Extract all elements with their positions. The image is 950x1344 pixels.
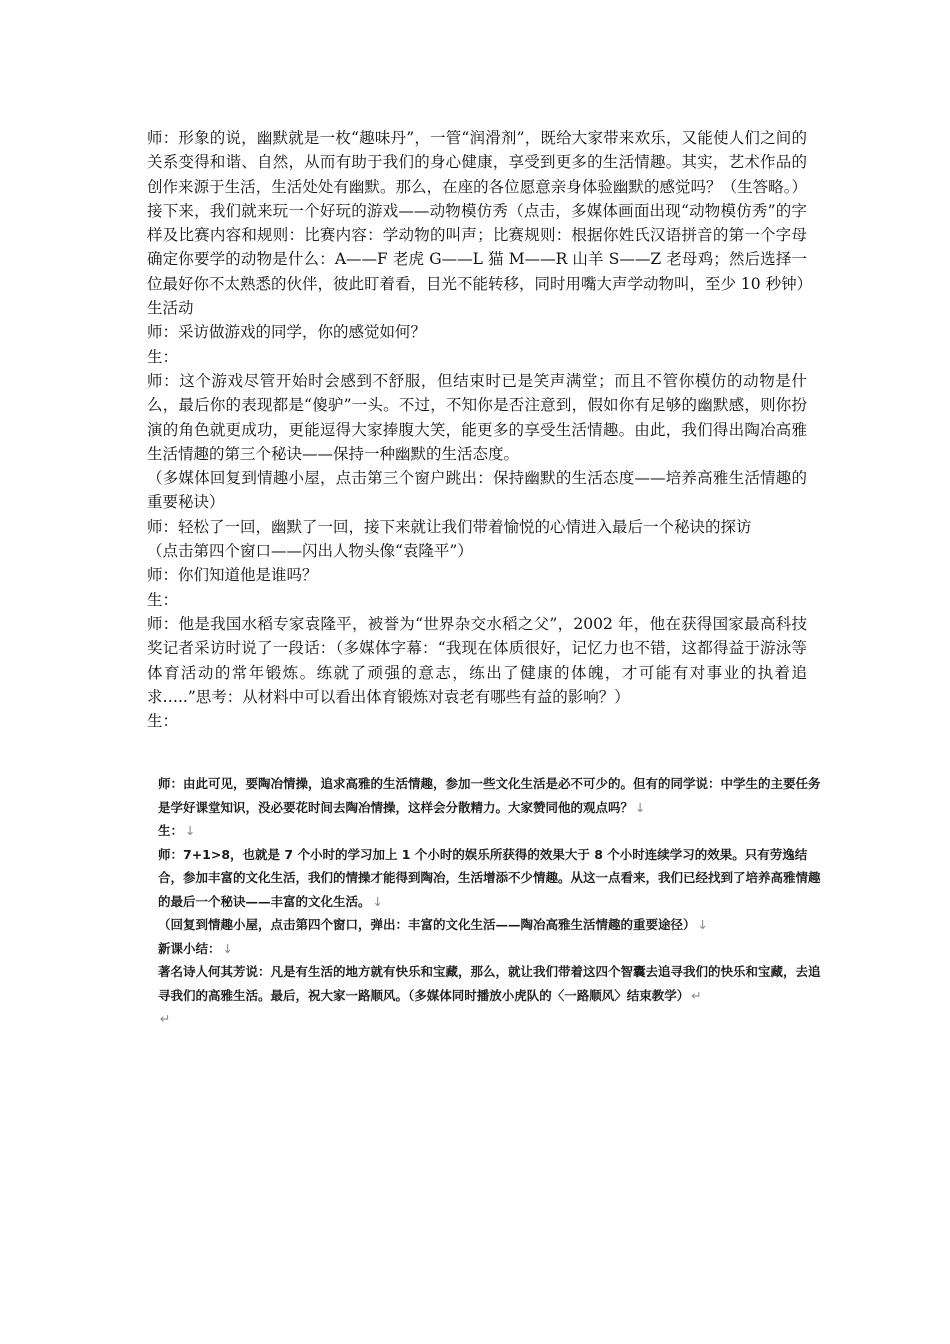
paragraph (158, 1007, 826, 1031)
paragraph: （点击第四个窗口——闪出人物头像“袁隆平”） (147, 542, 473, 561)
line-break-mark: ↓ (635, 799, 646, 815)
paragraph: 师：7+1>8，也就是 7 个小时的学习加上 1 个小时的娱乐所获得的效果大于 8 个小时连续学习的效果。只有劳逸结合，参加丰富的文化生活，我们的情操才能得到陶冶，生活增添不少情趣。从这一点看来，我们已经找到了培养高雅情趣的最后一个秘诀——丰富的文化生活。 ↓ (158, 846, 821, 909)
paragraph: （多媒体回复到情趣小屋，点击第三个窗户跳出：保持幽默的生活态度——培养高雅生活情趣的重要秘诀） (147, 469, 807, 512)
line-break-mark: ↓ (372, 893, 383, 909)
paragraph: 新课小结： ↓ (158, 940, 233, 956)
paragraph: 师：这个游戏尽管开始时会感到不舒服，但结束时已是笑声满堂；而且不管你模仿的动物是什么，最后你的表现都是“傻驴”一头。不过，不知你是否注意到，假如你有足够的幽默感，则你扮演的角色就更成功，更能逗得大家捧腹大笑，能更多的享受生活情趣。由此，我们得出陶冶高雅生活情趣的第三个秘诀——保持一种幽默的生活态度。 (147, 371, 807, 463)
paragraph: 师：由此可见，要陶冶情操，追求高雅的生活情趣，参加一些文化生活是必不可少的。但有的同学说：中学生的主要任务是学好课堂知识，没必要花时间去陶冶情操，这样会分散精力。大家赞同他的观点吗？ ↓ (158, 776, 821, 815)
paragraph: （回复到情趣小屋，点击第四个窗口，弹出：丰富的文化生活——陶冶高雅生活情趣的重要途径） ↓ (158, 917, 708, 932)
paragraph: 生： (147, 347, 179, 366)
line-break-mark: ↓ (697, 917, 708, 932)
paragraph: 著名诗人何其芳说：凡是有生活的地方就有快乐和宝藏，那么，就让我们带着这四个智囊去追寻我们的快乐和宝藏，去追寻我们的高雅生活。最后，祝大家一路顺风。（多媒体同时播放小虎队的〈一路顺风〉结束教学） ↵ (158, 964, 821, 1003)
paragraph: 师：轻松了一回，幽默了一回，接下来就让我们带着愉悦的心情进入最后一个秘诀的探访 (147, 517, 752, 536)
paragraph: 师：形象的说，幽默就是一枚“趣味丹”，一管“润滑剂”，既给大家带来欢乐，又能使人们之间的关系变得和谐、自然，从而有助于我们的身心健康，享受到更多的生活情趣。其实，艺术作品的创作来源于生活，生活处处有幽默。那么，在座的各位愿意亲身体验幽默的感觉吗？（生答略。）接下来，我们就来玩一个好玩的游戏——动物模仿秀（点击，多媒体画面出现“动物模仿秀”的字样及比赛内容和规则：比赛内容：学动物的叫声；比赛规则：根据你姓氏汉语拼音的第一个字母确定你要学的动物是什么：A——F 老虎 G——L 猫 M——R 山羊 S——Z 老母鸡；然后选择一位最好你不太熟悉的伙伴，彼此盯着看，目光不能转移，同时用嘴大声学动物叫，至少 10 秒钟） (147, 129, 813, 293)
paragraph: 生： ↓ (158, 823, 196, 838)
paragraph-mark: ↵ (691, 987, 702, 1003)
line-break-mark: ↓ (222, 940, 233, 956)
paragraph: 师：采访做游戏的同学，你的感觉如何？ (147, 323, 427, 342)
paragraph: 师：你们知道他是谁吗？ (147, 566, 318, 585)
paragraph: 师：他是我国水稻专家袁隆平，被誉为“世界杂交水稻之父”，2002 年，他在获得国家最高科技奖记者采访时说了一段话：（多媒体字幕：“我现在体质很好，记忆力也不错，这都得益于游泳等体育活动的常年锻炼。练就了顽强的意志，练出了健康的体魄，才可能有对事业的执着追求…..”思考：从材料中可以看出体育锻炼对袁老有哪些有益的影响？） (147, 614, 807, 706)
lesson-text (147, 126, 813, 733)
paragraph: 生： (147, 712, 179, 731)
paragraph: 生活动 (147, 299, 194, 318)
pasted-screenshot-text (158, 772, 826, 1031)
paragraph: 生： (147, 590, 179, 609)
paragraph-mark: ↵ (160, 1011, 171, 1026)
line-break-mark: ↓ (185, 823, 196, 838)
